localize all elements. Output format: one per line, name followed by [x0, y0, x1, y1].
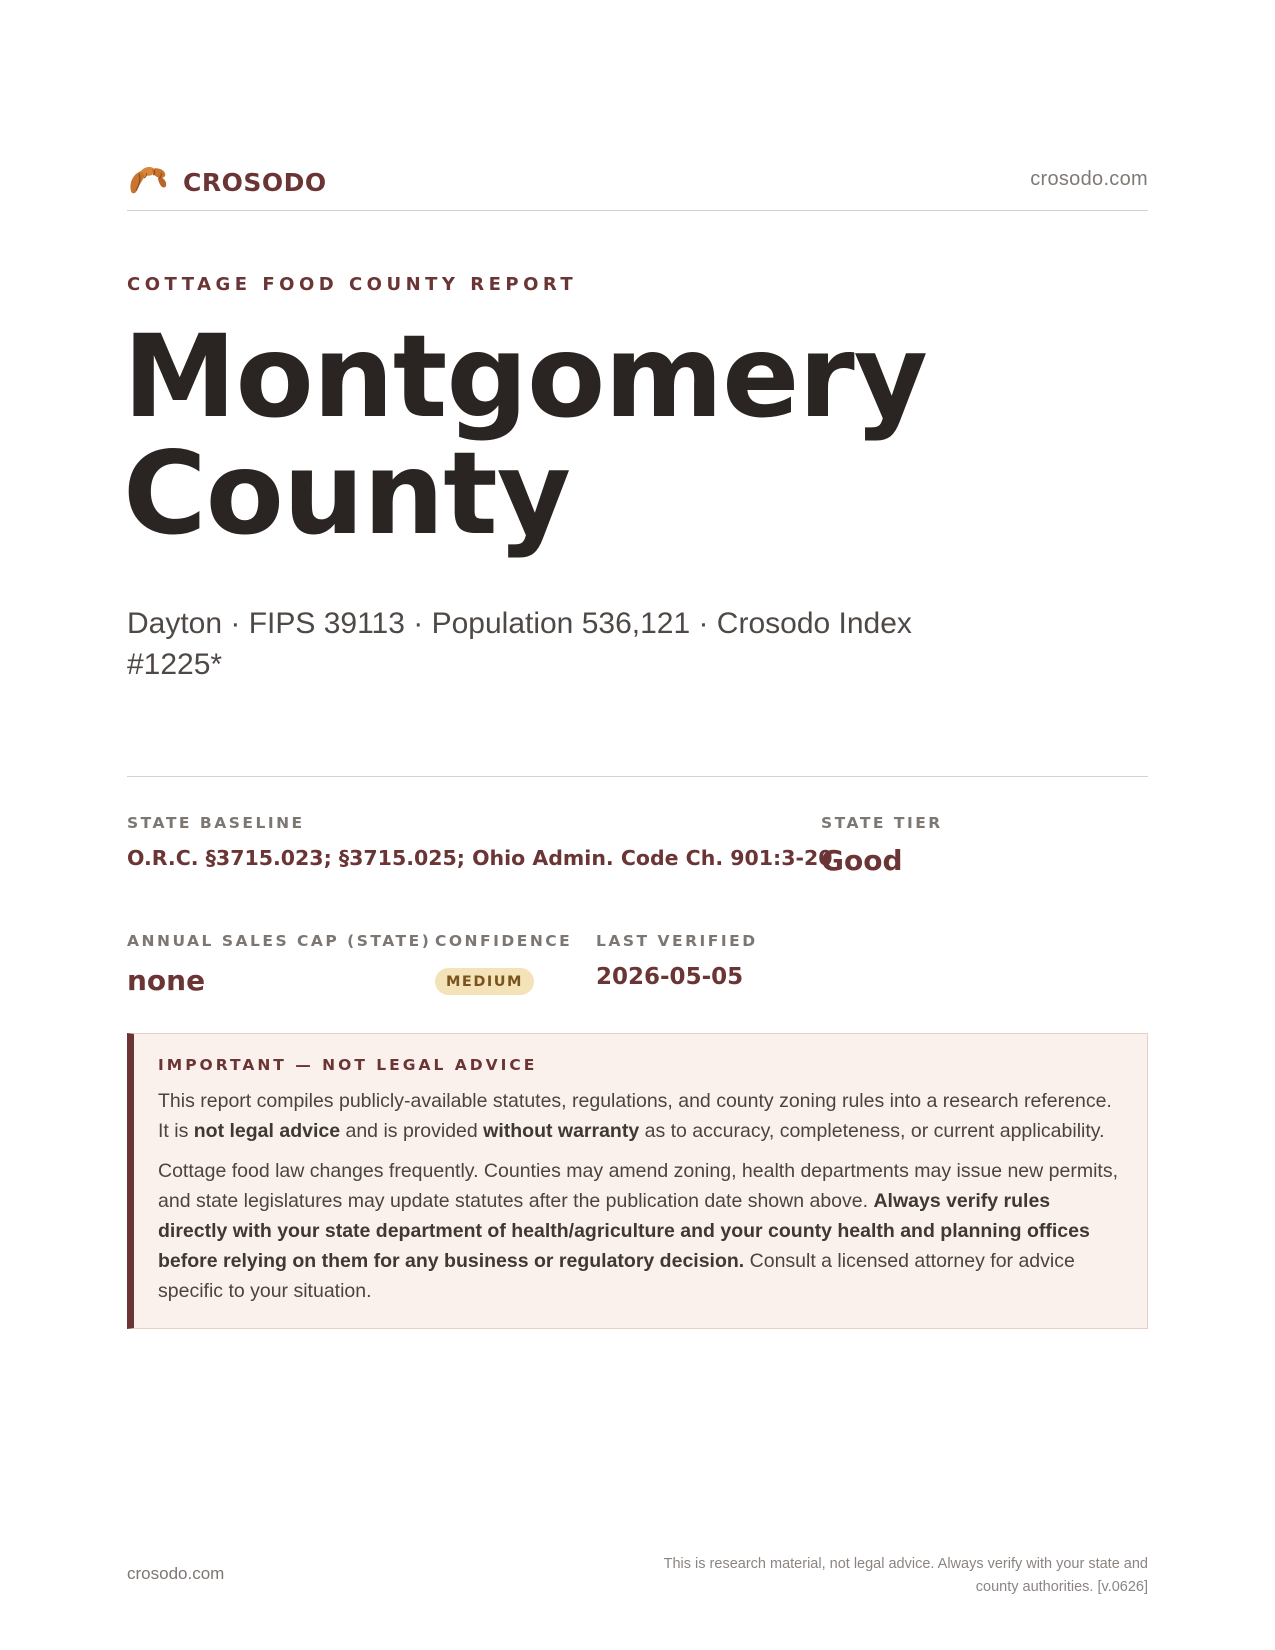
- disclaimer-text: Cottage food law changes frequently. Counties may amend zoning, health departments may issue new permits, and state legislatures may update statutes after the publication date shown above.: [158, 1160, 1118, 1212]
- disclaimer-text: This report compiles publicly-available statutes, regulations, and county zoning rules into a research reference. It is: [158, 1090, 1112, 1142]
- section-divider: [127, 776, 1148, 777]
- legal-disclaimer: [127, 1033, 1148, 1329]
- sales-cap-field: [127, 932, 431, 997]
- title-line-1: Montgomery: [123, 310, 927, 443]
- disclaimer-text: as to accuracy, completeness, or current applicability.: [639, 1120, 1105, 1142]
- disclaimer-text: and is provided: [340, 1120, 484, 1142]
- last-verified-label: LAST VERIFIED: [596, 932, 758, 950]
- brand[interactable]: [127, 161, 327, 203]
- last-verified-value: 2026-05-05: [596, 964, 744, 990]
- disclaimer-paragraph-1: [158, 1086, 1123, 1146]
- disclaimer-emphasis: not legal advice: [193, 1120, 341, 1142]
- sales-cap-label: ANNUAL SALES CAP (STATE): [127, 932, 432, 950]
- county-summary: Dayton · FIPS 39113 · Population 536,121 · Crosodo Index #1225*: [127, 607, 912, 681]
- sales-cap-value: none: [127, 964, 206, 997]
- site-url-link[interactable]: crosodo.com: [1030, 168, 1148, 190]
- croissant-icon: [127, 161, 169, 203]
- brand-name: CROSODO: [183, 167, 327, 197]
- disclaimer-emphasis: without warranty: [483, 1120, 640, 1142]
- disclaimer-paragraph-2: [158, 1156, 1123, 1306]
- state-baseline-label: STATE BASELINE: [127, 814, 305, 832]
- state-tier-label: STATE TIER: [821, 814, 943, 832]
- state-baseline-field: [127, 814, 833, 870]
- confidence-badge: MEDIUM: [435, 968, 534, 995]
- disclaimer-emphasis: Always verify rules directly with your state department of health/agriculture and your county health and planning offices before relying on them for any business or regulatory decision.: [158, 1190, 1090, 1272]
- page-header: [127, 155, 1148, 211]
- confidence-field: [435, 932, 572, 995]
- title-line-2: County: [123, 427, 571, 560]
- footer-site-url[interactable]: crosodo.com: [127, 1564, 225, 1583]
- disclaimer-heading: IMPORTANT — NOT LEGAL ADVICE: [158, 1056, 538, 1074]
- state-baseline-value: O.R.C. §3715.023; §3715.025; Ohio Admin. Code Ch. 901:3-20: [127, 846, 833, 870]
- disclaimer-text: Consult a licensed attorney for advice specific to your situation.: [158, 1250, 1075, 1302]
- last-verified-field: [596, 932, 758, 990]
- state-tier-field: [821, 814, 943, 877]
- page-title: [123, 310, 927, 560]
- confidence-label: CONFIDENCE: [435, 932, 573, 950]
- report-type-label: COTTAGE FOOD COUNTY REPORT: [127, 274, 578, 295]
- report-page: [123, 0, 1148, 1650]
- footer-disclaimer: This is research material, not legal advice. Always verify with your state and county authorities. [v.0626]: [663, 1556, 1148, 1595]
- state-tier-value: Good: [821, 844, 903, 877]
